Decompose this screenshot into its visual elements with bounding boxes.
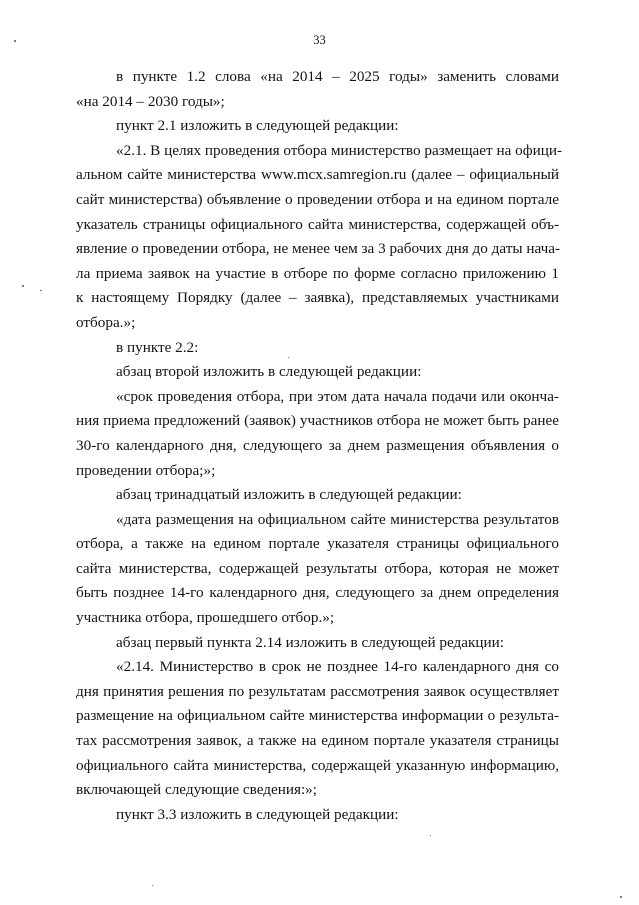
text-line: указатель страницы официального сайта министерства, содержащей объ- — [76, 215, 559, 233]
scan-speck — [14, 40, 16, 42]
text-line: альном сайте министерства www.mcx.samregion.ru (далее – официальный — [76, 166, 559, 184]
text-line: абзац первый пункта 2.14 изложить в следующей редакции: — [116, 633, 504, 651]
text-line: пункт 3.3 изложить в следующей редакции: — [116, 805, 399, 823]
text-line: в пункте 1.2 слова «на 2014 – 2025 годы» заменить словами — [116, 68, 559, 85]
scan-speck — [152, 885, 153, 886]
text-line: абзац второй изложить в следующей редакции: — [116, 363, 422, 381]
text-line: дня принятия решения по результатам рассмотрения заявок осуществляет — [76, 682, 559, 700]
text-line: «2.14. Министерство в срок не позднее 14-го календарного дня со — [116, 658, 559, 676]
text-line: в пункте 2.2: — [116, 338, 199, 356]
scan-speck — [288, 357, 289, 358]
text-line: отбора, а также на едином портале указателя страницы официального — [76, 535, 559, 553]
scan-speck — [22, 285, 24, 287]
text-line: тах рассмотрения заявок, а также на едином портале указателя страницы — [76, 732, 559, 750]
text-line: абзац тринадцатый изложить в следующей редакции: — [116, 486, 462, 504]
text-line: к настоящему Порядку (далее – заявка), представляемых участниками — [76, 289, 559, 307]
scan-speck — [40, 290, 42, 291]
text-line: ния приема предложений (заявок) участников отбора не может быть ранее — [76, 412, 559, 430]
scan-speck — [430, 835, 431, 836]
text-line: отбора.»; — [76, 313, 136, 331]
text-line: ла приема заявок на участие в отборе по форме согласно приложению 1 — [76, 264, 559, 282]
text-line: пункт 2.1 изложить в следующей редакции: — [116, 117, 399, 135]
text-line: «на 2014 – 2030 годы»; — [76, 92, 225, 110]
text-line: 30-го календарного дня, следующего за днем размещения объявления о — [76, 436, 559, 454]
page-number: 33 — [313, 33, 326, 47]
scan-speck — [620, 896, 622, 898]
text-line: сайт министерства) объявление о проведении отбора и на едином портале — [76, 190, 559, 208]
text-line: быть позднее 14-го календарного дня, следующего за днем определения — [76, 584, 559, 602]
text-line: участника отбора, прошедшего отбор.»; — [76, 609, 335, 627]
text-line: «2.1. В целях проведения отбора министерство размещает на офици- — [116, 141, 563, 159]
text-line: явление о проведении отбора, не менее чем за 3 рабочих дня до даты нача- — [76, 240, 561, 258]
document-body — [76, 65, 563, 827]
text-line: включающей следующие сведения:»; — [76, 781, 317, 799]
text-line: «дата размещения на официальном сайте министерства результатов — [116, 510, 559, 528]
text-line: проведении отбора;»; — [76, 461, 216, 479]
text-line: размещение на официальном сайте министерства информации о результа- — [76, 707, 559, 725]
text-line: сайта министерства, содержащей результаты отбора, которая не может — [76, 559, 559, 577]
text-line: официального сайта министерства, содержащей указанную информацию, — [76, 756, 559, 774]
text-line: «срок проведения отбора, при этом дата начала подачи или оконча- — [116, 387, 559, 405]
